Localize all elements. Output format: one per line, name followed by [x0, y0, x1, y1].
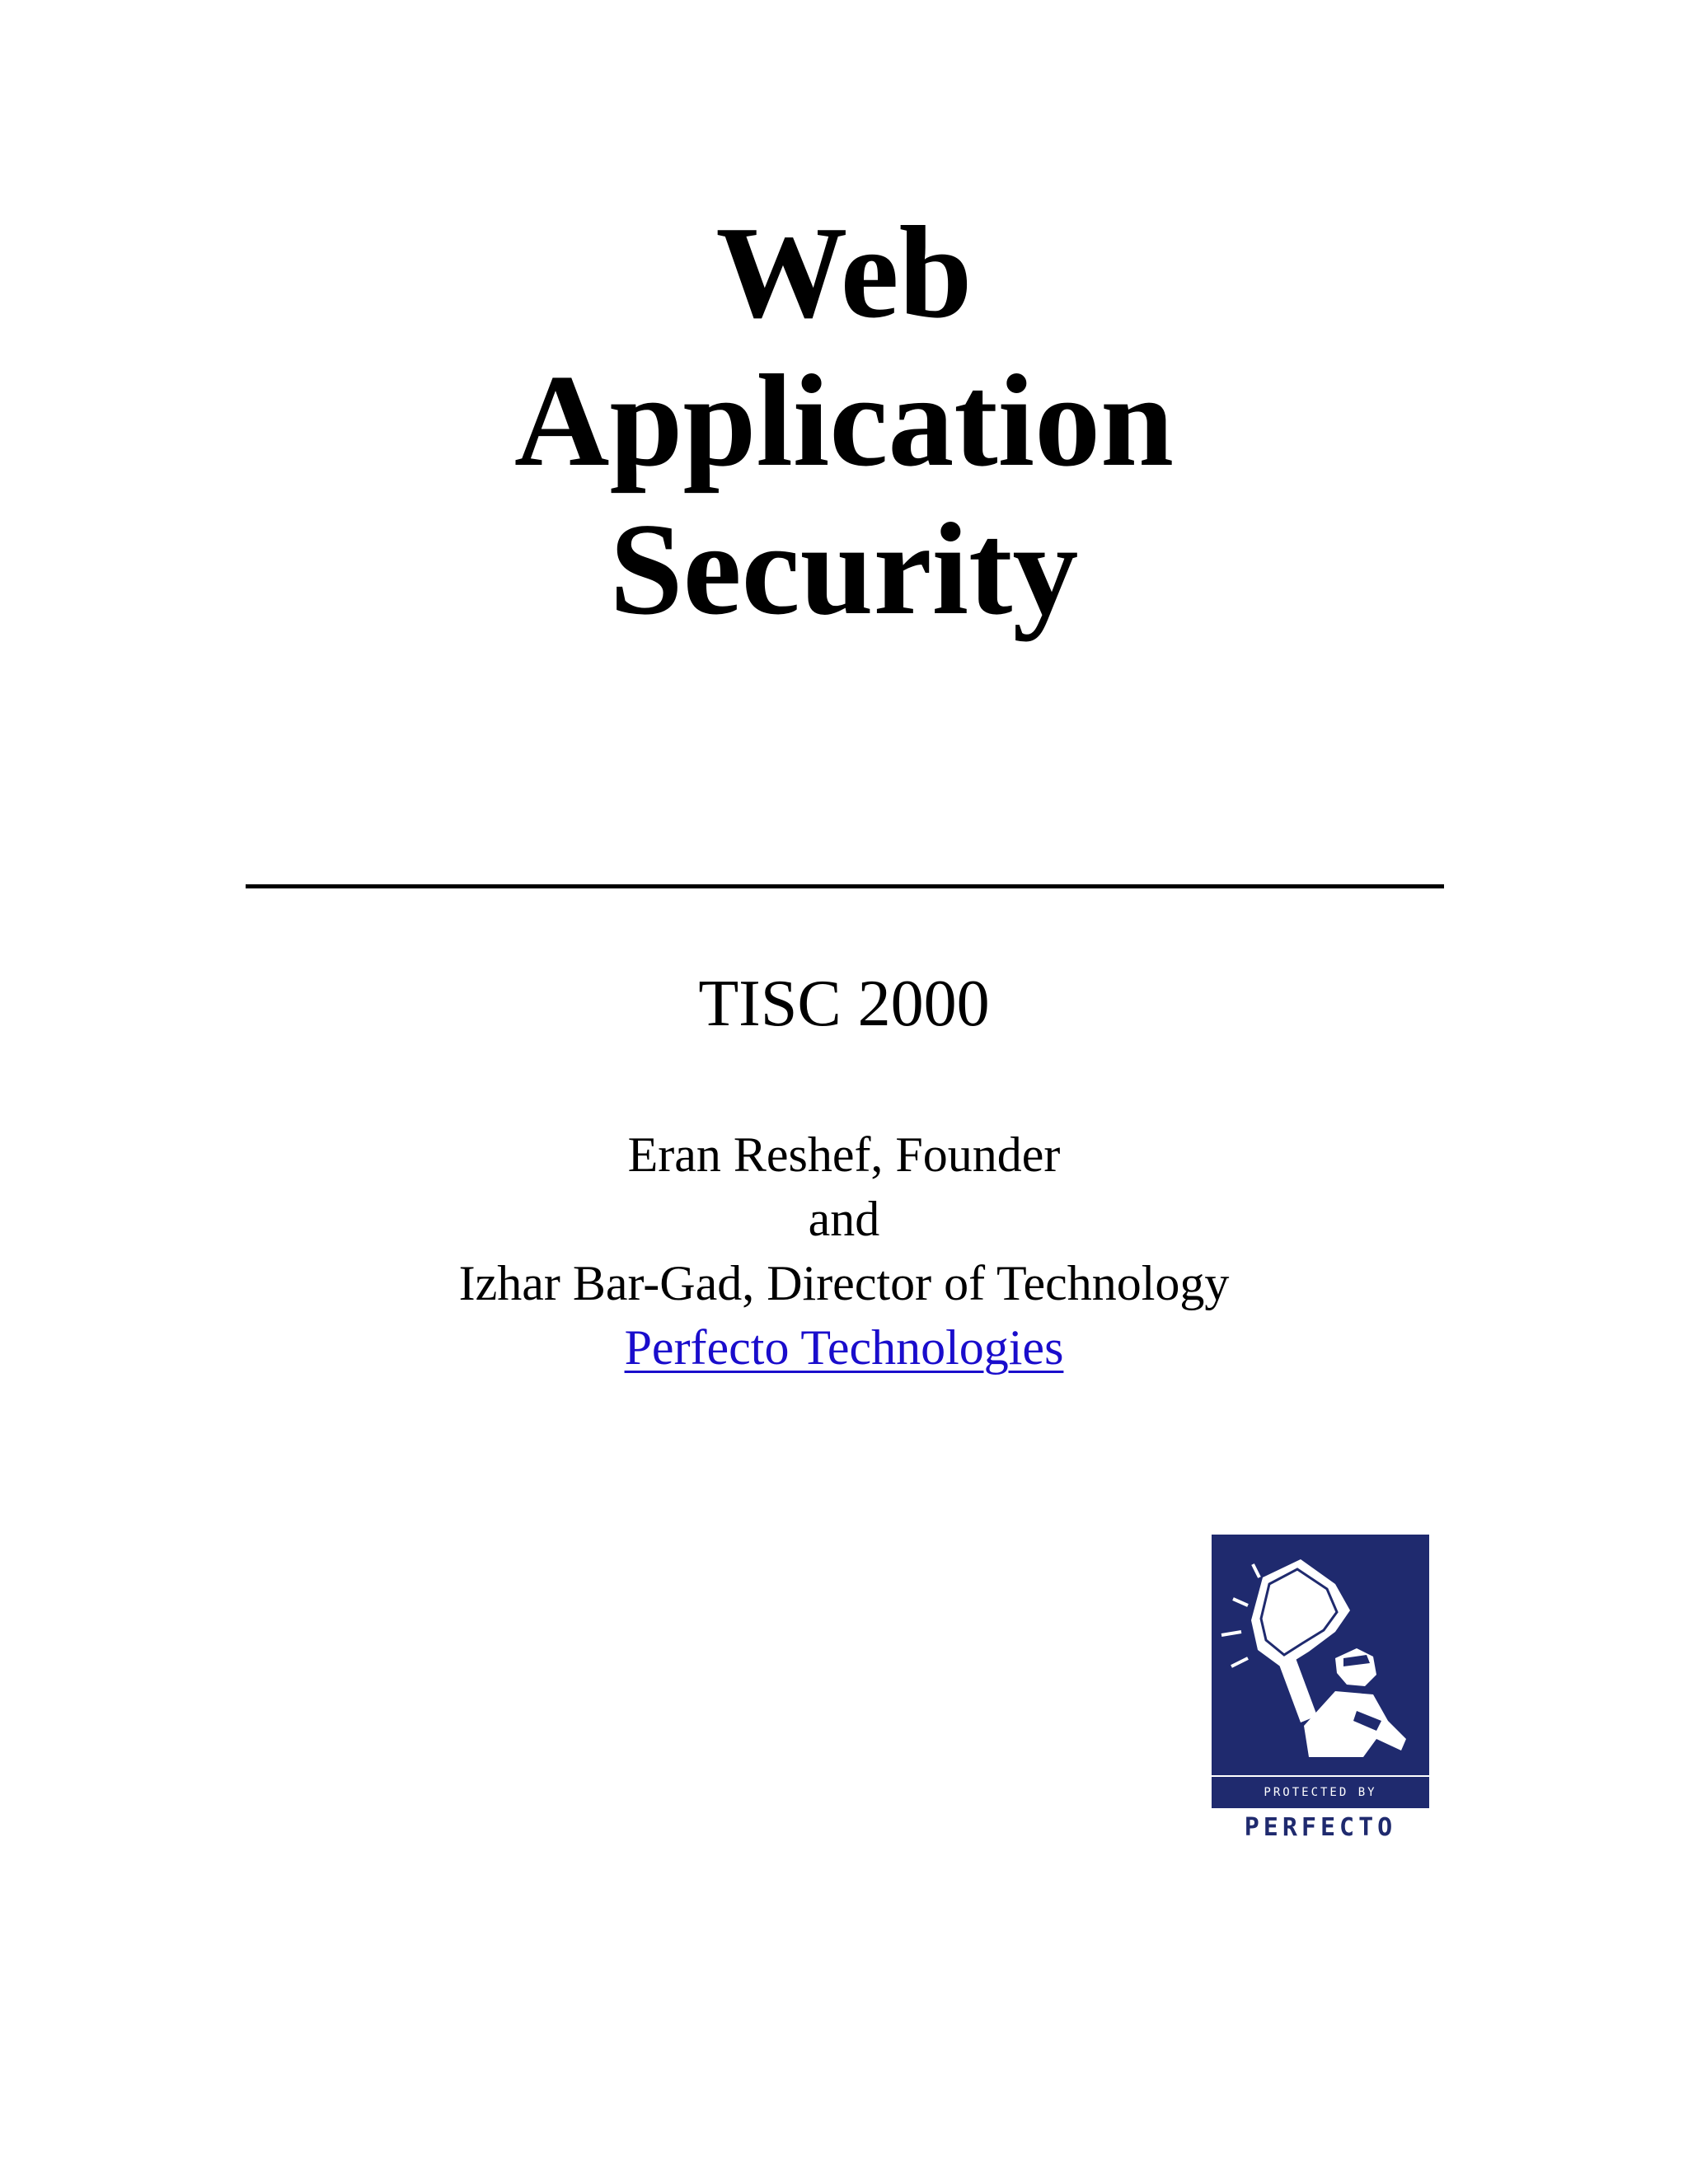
author-line-1: Eran Reshef, Founder	[627, 1127, 1061, 1182]
document-title	[0, 198, 1688, 643]
authors-block	[0, 1122, 1688, 1380]
title-line-web: Web	[715, 199, 973, 345]
shield-guard-icon	[1212, 1535, 1429, 1808]
logo-brand-text: PERFECTO	[1244, 1813, 1397, 1842]
logo-protected-text: PROTECTED BY	[1264, 1786, 1377, 1799]
perfecto-logo	[1212, 1535, 1429, 1844]
logo-panel	[1212, 1535, 1429, 1808]
title-line-security: Security	[609, 495, 1079, 642]
event-name: TISC 2000	[698, 968, 990, 1040]
horizontal-divider	[246, 884, 1444, 888]
title-line-application: Application	[513, 347, 1175, 494]
company-link[interactable]: Perfecto Technologies	[624, 1320, 1064, 1375]
author-line-2: Izhar Bar-Gad, Director of Technology	[458, 1256, 1230, 1310]
author-conjunction: and	[808, 1192, 880, 1246]
